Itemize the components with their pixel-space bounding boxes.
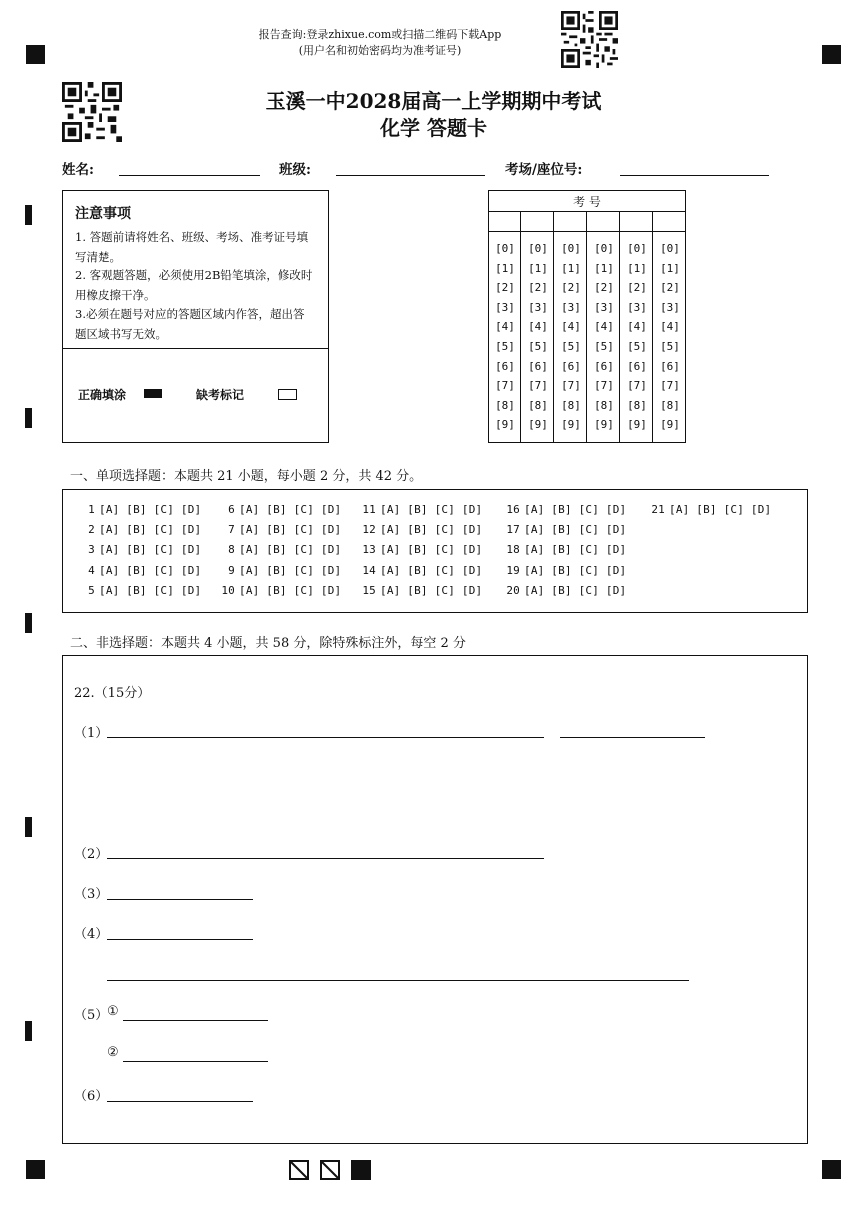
exam-id-bubble[interactable]: [1] (627, 261, 647, 275)
exam-id-bubble[interactable]: [0] (528, 242, 548, 255)
choice-number: 1 (88, 503, 95, 516)
exam-id-bubble[interactable]: [0] (495, 242, 515, 255)
circled-2: ② (107, 1045, 119, 1060)
seat-field[interactable] (620, 175, 769, 176)
name-label: 姓名: (62, 162, 94, 178)
choice-number: 3 (88, 543, 95, 556)
corner-mark-bottom-right (822, 1160, 841, 1179)
exam-id-bubble[interactable]: [7] (561, 379, 581, 393)
exam-id-column (654, 211, 686, 442)
exam-id-bubble[interactable]: [6] (495, 359, 515, 373)
exam-id-bubble[interactable]: [1] (660, 261, 680, 275)
timing-mark (25, 205, 32, 225)
timing-mark (25, 408, 32, 428)
page-mark-icon (289, 1160, 309, 1180)
exam-id-bubble[interactable]: [4] (528, 320, 548, 334)
answer-line-1a[interactable] (107, 737, 544, 738)
answer-line-2[interactable] (107, 858, 544, 859)
choice-number: 10 (221, 584, 235, 597)
exam-subtitle: 化学 答题卡 (380, 116, 487, 140)
absent-mark-label: 缺考标记 (196, 388, 245, 402)
choice-item (356, 543, 482, 556)
choice-item (356, 564, 482, 577)
exam-id-bubble[interactable]: [1] (495, 261, 515, 275)
choice-item (500, 543, 626, 556)
exam-id-bubble[interactable]: [5] (561, 340, 581, 353)
choice-item (500, 584, 626, 597)
notes-item-3: 3.必须在题号对应的答题区域内作答，超出答题区域书写无效。 (75, 307, 305, 341)
exam-id-bubble[interactable]: [7] (528, 379, 548, 393)
choice-options[interactable]: [A] [B] [C] [D] (99, 523, 202, 536)
choice-options[interactable]: [A] [B] [C] [D] (380, 564, 483, 577)
exam-id-bubble[interactable]: [9] (561, 418, 581, 432)
exam-id-bubble[interactable]: [3] (594, 300, 614, 314)
choice-number: 13 (362, 543, 376, 556)
exam-id-bubble[interactable]: [1] (528, 261, 548, 275)
notes-item-2: 2. 客观题答题，必须使用2B铅笔填涂，修改时用橡皮擦干净。 (75, 268, 313, 302)
exam-id-label: 考 号 (573, 195, 601, 209)
exam-id-bubble[interactable]: [7] (660, 379, 680, 393)
notes-item-1: 1. 答题前请将姓名、班级、考场、准考证号填写清楚。 (75, 230, 309, 264)
notes-box (62, 190, 329, 443)
exam-id-column (621, 211, 653, 442)
exam-id-bubble[interactable]: [0] (594, 242, 614, 255)
choice-options[interactable]: [A] [B] [C] [D] (239, 584, 342, 597)
choice-options[interactable]: [A] [B] [C] [D] (99, 564, 202, 577)
exam-id-bubble[interactable]: [8] (594, 398, 614, 412)
exam-id-bubble[interactable]: [7] (594, 379, 614, 393)
exam-id-bubble[interactable]: [3] (495, 300, 515, 314)
exam-id-bubble[interactable]: [2] (495, 281, 515, 295)
correct-fill-sample (144, 389, 162, 398)
exam-id-bubble[interactable]: [4] (561, 320, 581, 334)
name-field[interactable] (119, 175, 260, 176)
choice-number: 7 (228, 523, 235, 536)
absent-mark-checkbox[interactable] (278, 389, 297, 400)
exam-id-bubble[interactable]: [4] (660, 320, 680, 334)
exam-id-bubble[interactable]: [8] (627, 398, 647, 412)
exam-id-bubble[interactable]: [3] (561, 300, 581, 314)
exam-id-bubble[interactable]: [9] (528, 418, 548, 432)
choice-options[interactable]: [A] [B] [C] [D] (380, 584, 483, 597)
choice-options[interactable]: [A] [B] [C] [D] (239, 503, 342, 516)
class-field[interactable] (336, 175, 485, 176)
choice-item (215, 543, 341, 556)
part-2-label: （2） (74, 847, 109, 862)
exam-id-bubble[interactable]: [8] (528, 398, 548, 412)
exam-id-bubble[interactable]: [0] (627, 242, 647, 255)
exam-id-bubble[interactable]: [6] (627, 359, 647, 373)
answer-line-6[interactable] (107, 1101, 253, 1102)
exam-id-bubble[interactable]: [5] (495, 340, 515, 353)
choice-options[interactable]: [A] [B] [C] [D] (524, 584, 627, 597)
timing-mark (25, 613, 32, 633)
choice-number: 20 (506, 584, 520, 597)
exam-id-bubble[interactable]: [1] (561, 261, 581, 275)
choice-item (215, 503, 341, 516)
notes-heading: 注意事项 (75, 206, 131, 222)
section-1-heading: 一、单项选择题：本题共 21 小题，每小题 2 分，共 42 分。 (70, 469, 423, 484)
exam-id-bubble[interactable]: [2] (660, 281, 680, 295)
page-mark-icon (320, 1160, 340, 1180)
exam-id-bubble[interactable]: [1] (594, 261, 614, 275)
choice-options[interactable]: [A] [B] [C] [D] (524, 564, 627, 577)
choice-item (356, 584, 482, 597)
exam-title: 玉溪一中2028届高一上学期期中考试 (265, 89, 602, 113)
exam-id-column (588, 211, 620, 442)
exam-id-bubble[interactable]: [5] (627, 340, 647, 353)
exam-id-bubble[interactable]: [7] (495, 379, 515, 393)
part-1-label: （1） (74, 726, 109, 741)
choice-number: 15 (362, 584, 376, 597)
choice-item (75, 564, 201, 577)
exam-id-bubble[interactable]: [8] (495, 398, 515, 412)
choice-options[interactable]: [A] [B] [C] [D] (380, 543, 483, 556)
answer-line-3[interactable] (107, 899, 253, 900)
correct-fill-label: 正确填涂 (78, 388, 127, 402)
circled-1: ① (107, 1004, 119, 1019)
corner-mark-top-left (26, 45, 45, 64)
exam-id-bubble[interactable]: [2] (528, 281, 548, 295)
choice-item (215, 584, 341, 597)
part-5-label: （5） (74, 1008, 109, 1023)
exam-id-bubble[interactable]: [9] (594, 418, 614, 432)
choice-number: 4 (88, 564, 95, 577)
exam-id-column (522, 211, 554, 442)
choice-number: 18 (506, 543, 520, 556)
exam-id-bubble[interactable]: [3] (660, 300, 680, 314)
exam-id-bubble[interactable]: [4] (495, 320, 515, 334)
choice-number: 12 (362, 523, 376, 536)
exam-id-bubble[interactable]: [2] (561, 281, 581, 295)
page-mark-icon (351, 1160, 371, 1180)
exam-id-column (489, 211, 521, 442)
choice-options[interactable]: [A] [B] [C] [D] (380, 523, 483, 536)
choice-item (356, 503, 482, 516)
choice-options[interactable]: [A] [B] [C] [D] (524, 503, 627, 516)
choice-options[interactable]: [A] [B] [C] [D] (524, 523, 627, 536)
choice-item (75, 523, 201, 536)
exam-id-column (555, 211, 587, 442)
choice-item (75, 584, 201, 597)
choice-options[interactable]: [A] [B] [C] [D] (669, 503, 772, 516)
choice-options[interactable]: [A] [B] [C] [D] (380, 503, 483, 516)
choice-number: 14 (362, 564, 376, 577)
choice-options[interactable]: [A] [B] [C] [D] (99, 543, 202, 556)
exam-id-bubble[interactable]: [2] (594, 281, 614, 295)
choice-item (75, 543, 201, 556)
section-2-heading: 二、非选择题：本题共 4 小题，共 58 分，除特殊标注外，每空 2 分 (70, 636, 466, 651)
exam-id-bubble[interactable]: [6] (594, 359, 614, 373)
corner-mark-top-right (822, 45, 841, 64)
part-6-label: （6） (74, 1089, 109, 1104)
timing-mark (25, 1021, 32, 1041)
choice-item (500, 523, 626, 536)
choice-number: 17 (506, 523, 520, 536)
exam-id-bubble[interactable]: [9] (627, 418, 647, 432)
exam-id-bubble[interactable]: [9] (660, 418, 680, 432)
answer-line-5a[interactable] (123, 1020, 268, 1021)
choice-item (75, 503, 201, 516)
exam-id-bubble[interactable]: [5] (660, 340, 680, 353)
exam-id-bubble[interactable]: [3] (528, 300, 548, 314)
divider (63, 348, 328, 349)
choice-number: 21 (651, 503, 665, 516)
exam-id-bubble[interactable]: [4] (594, 320, 614, 334)
choice-number: 2 (88, 523, 95, 536)
exam-id-bubble[interactable]: [6] (528, 359, 548, 373)
exam-id-bubble[interactable]: [6] (660, 359, 680, 373)
exam-id-bubble[interactable]: [2] (627, 281, 647, 295)
exam-id-bubble[interactable]: [0] (660, 242, 680, 255)
exam-id-bubble[interactable]: [0] (561, 242, 581, 255)
choice-number: 11 (362, 503, 376, 516)
part-4-label: （4） (74, 927, 109, 942)
seat-label: 考场/座位号: (505, 162, 583, 178)
choice-number: 5 (88, 584, 95, 597)
part-3-label: （3） (74, 887, 109, 902)
choice-number: 9 (228, 564, 235, 577)
report-line-2: (用户名和初始密码均为准考证号) (298, 44, 462, 57)
qr-code-icon (561, 11, 618, 68)
question-22-label: 22.（15分） (74, 686, 151, 701)
exam-id-bubble[interactable]: [5] (528, 340, 548, 353)
choice-number: 8 (228, 543, 235, 556)
choice-options[interactable]: [A] [B] [C] [D] (524, 543, 627, 556)
choice-item (215, 523, 341, 536)
choice-item (500, 503, 626, 516)
choice-options[interactable]: [A] [B] [C] [D] (99, 584, 202, 597)
exam-id-bubble[interactable]: [7] (627, 379, 647, 393)
choice-number: 19 (506, 564, 520, 577)
choice-item (215, 564, 341, 577)
choice-item (645, 503, 771, 516)
exam-id-bubble[interactable]: [3] (627, 300, 647, 314)
corner-mark-bottom-left (26, 1160, 45, 1179)
choice-item (500, 564, 626, 577)
choice-options[interactable]: [A] [B] [C] [D] (239, 564, 342, 577)
exam-id-bubble[interactable]: [8] (660, 398, 680, 412)
choice-options[interactable]: [A] [B] [C] [D] (239, 523, 342, 536)
answer-line-1b[interactable] (560, 737, 705, 738)
answer-line-5b[interactable] (123, 1061, 268, 1062)
choice-item (356, 523, 482, 536)
choice-number: 6 (228, 503, 235, 516)
report-line-1: 报告查询:登录zhixue.com或扫描二维码下载App (258, 28, 502, 41)
choice-options[interactable]: [A] [B] [C] [D] (239, 543, 342, 556)
choice-options[interactable]: [A] [B] [C] [D] (99, 503, 202, 516)
answer-line-4b[interactable] (107, 980, 689, 981)
exam-id-bubble[interactable]: [6] (561, 359, 581, 373)
exam-id-bubble[interactable]: [4] (627, 320, 647, 334)
exam-id-bubble[interactable]: [8] (561, 398, 581, 412)
timing-mark (25, 817, 32, 837)
exam-id-bubble[interactable]: [5] (594, 340, 614, 353)
answer-line-4a[interactable] (107, 939, 253, 940)
class-label: 班级: (279, 162, 311, 178)
choice-number: 16 (506, 503, 520, 516)
exam-id-bubble[interactable]: [9] (495, 418, 515, 432)
